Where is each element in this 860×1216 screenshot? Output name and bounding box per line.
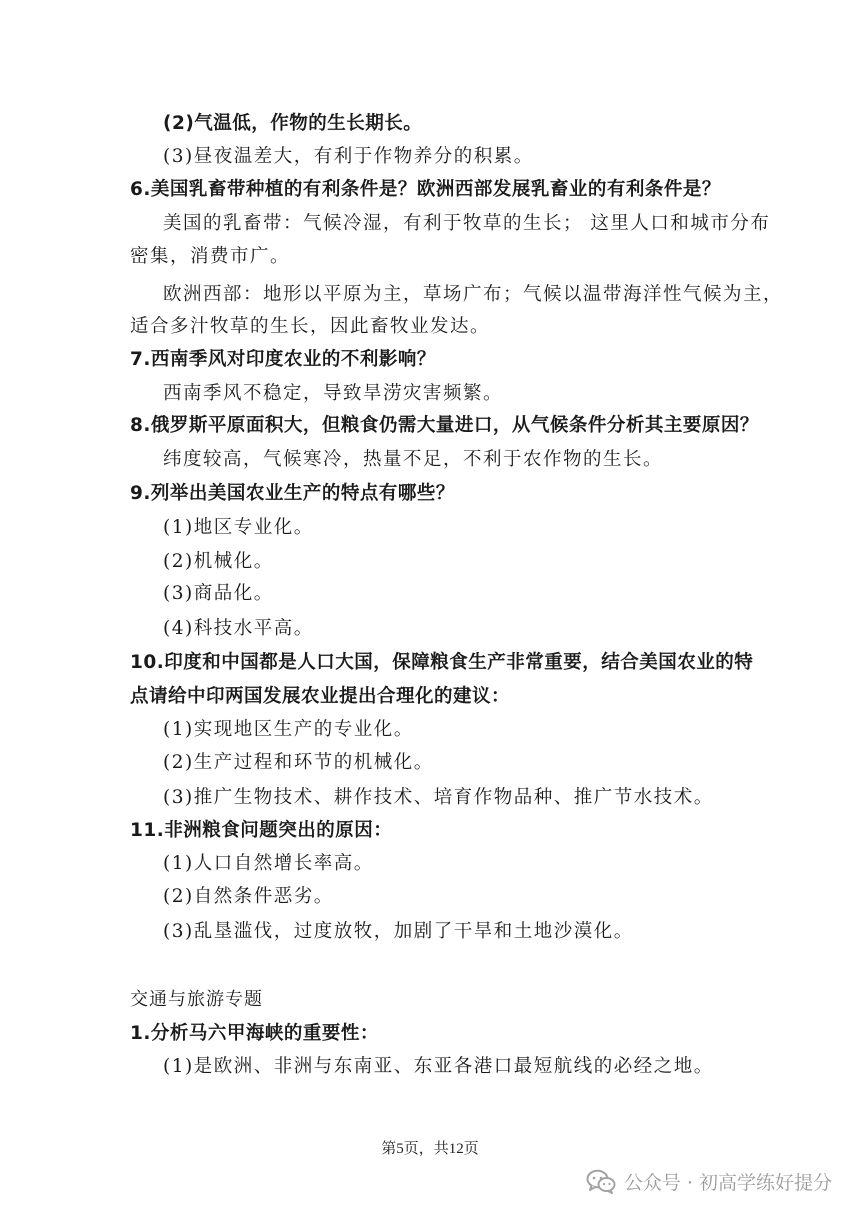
answer-line: 密集，消费市广。 xyxy=(130,246,291,267)
watermark-text: 公众号 · 初高学练好提分 xyxy=(623,1172,832,1194)
answer-line: 适合多汁牧草的生长，因此畜牧业发达。 xyxy=(130,316,491,337)
answer-line: (4)科技水平高。 xyxy=(163,618,314,639)
answer-line: 欧洲西部：地形以平原为主，草场广布；气候以温带海洋性气候为主， xyxy=(163,284,784,305)
watermark xyxy=(586,1168,832,1195)
answer-line: (2)生产过程和环节的机械化。 xyxy=(163,752,434,773)
question-heading: 9.列举出美国农业生产的特点有哪些？ xyxy=(130,483,455,504)
answer-line: (2)机械化。 xyxy=(163,551,274,572)
answer-line: 纬度较高，气候寒冷，热量不足，不利于农作物的生长。 xyxy=(163,449,664,470)
question-heading: 1.分析马六甲海峡的重要性： xyxy=(130,1023,379,1044)
question-heading: 10.印度和中国都是人口大国，保障粮食生产非常重要，结合美国农业的特 xyxy=(130,652,754,673)
answer-line: (2)气温低，作物的生长期长。 xyxy=(163,113,423,134)
answer-line: (3)推广生物技术、耕作技术、培育作物品种、推广节水技术。 xyxy=(163,787,714,808)
question-heading: 6.美国乳畜带种植的有利条件是？欧洲西部发展乳畜业的有利条件是？ xyxy=(130,179,721,200)
answer-line: (3)昼夜温差大，有利于作物养分的积累。 xyxy=(163,146,534,167)
answer-line: 西南季风不稳定，导致旱涝灾害频繁。 xyxy=(163,383,504,404)
answer-line: (2)自然条件恶劣。 xyxy=(163,886,334,907)
question-heading: 点请给中印两国发展农业提出合理化的建议： xyxy=(130,686,511,707)
answer-line: (1)实现地区生产的专业化。 xyxy=(163,719,414,740)
question-heading: 8.俄罗斯平原面积大，但粮食仍需大量进口，从气候条件分析其主要原因？ xyxy=(130,415,759,436)
question-heading: 7.西南季风对印度农业的不利影响？ xyxy=(130,349,436,370)
answer-line: (1)人口自然增长率高。 xyxy=(163,853,374,874)
answer-line: (3)乱垦滥伐，过度放牧，加剧了干旱和土地沙漠化。 xyxy=(163,921,634,942)
question-heading: 11.非洲粮食问题突出的原因： xyxy=(130,820,393,841)
answer-line: (3)商品化。 xyxy=(163,583,274,604)
section-title: 交通与旅游专题 xyxy=(130,989,263,1010)
answer-line: (1)是欧洲、非洲与东南亚、东亚各港口最短航线的必经之地。 xyxy=(163,1056,714,1077)
wechat-icon xyxy=(586,1169,616,1195)
answer-line: 美国的乳畜带：气候冷湿，有利于牧草的生长； 这里人口和城市分布 xyxy=(163,213,771,234)
answer-line: (1)地区专业化。 xyxy=(163,517,314,538)
page-number: 第5页，共12页 xyxy=(381,1141,479,1157)
